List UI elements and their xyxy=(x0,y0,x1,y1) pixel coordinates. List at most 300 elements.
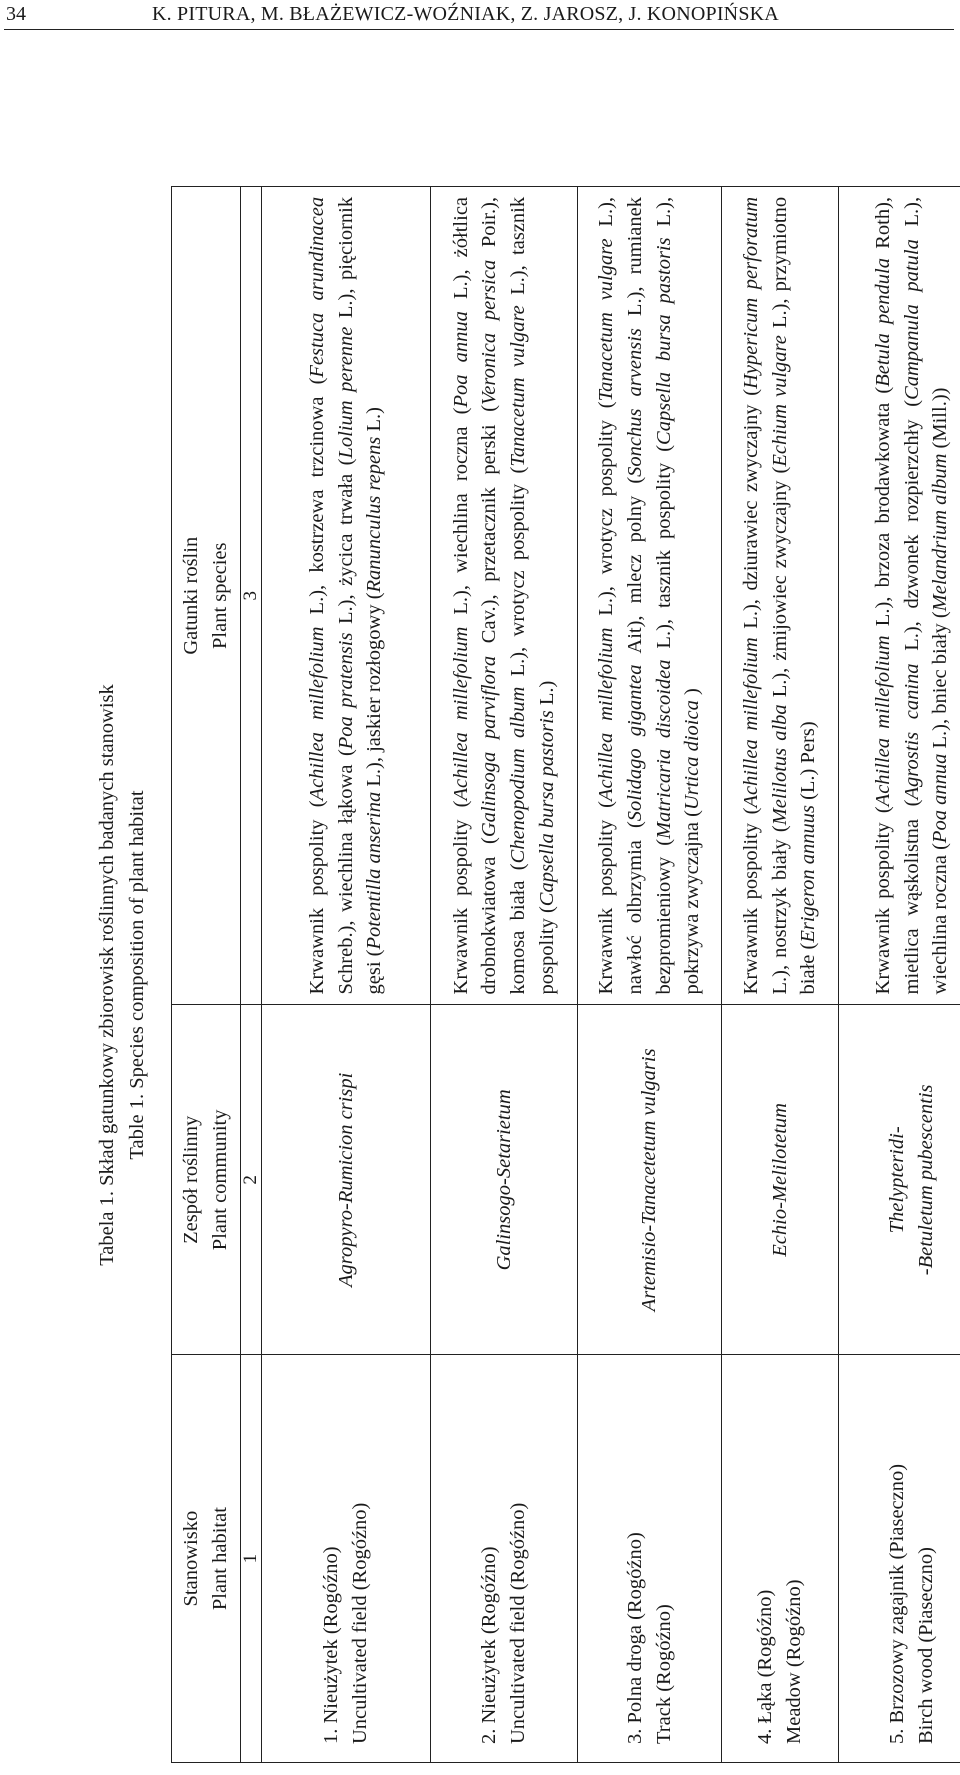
species-text-fragment: ( xyxy=(768,466,791,474)
species-text-fragment: pospolity xyxy=(652,462,675,540)
species-text-fragment xyxy=(929,714,951,719)
species-text-fragment: ) xyxy=(797,721,820,729)
latin-name-word: Achillea xyxy=(595,732,618,802)
species-text-fragment: , xyxy=(507,646,529,652)
species-text-fragment: , xyxy=(871,596,894,602)
species-text-fragment xyxy=(929,618,951,623)
species-text-fragment xyxy=(335,318,357,327)
species-text-fragment: ( xyxy=(871,806,894,814)
species-text-fragment: kostrzewa xyxy=(305,489,328,573)
species-text-fragment: mietlica xyxy=(900,928,923,995)
latin-name-word: millefolium xyxy=(449,626,472,721)
species-text-fragment: ) xyxy=(623,291,646,299)
species-text-fragment: , xyxy=(305,584,328,590)
column-number: 3 xyxy=(241,187,262,1005)
species-text-fragment: ( xyxy=(305,800,328,808)
species-text-fragment: , xyxy=(507,265,529,271)
habitat-pl: 1. Nieużytek (Rogóźno) xyxy=(320,1546,343,1744)
latin-name-word: millefolium xyxy=(871,635,894,729)
species-text-fragment: pospolity xyxy=(535,918,558,995)
species-text-fragment xyxy=(450,257,472,269)
species-text-fragment: , xyxy=(900,196,923,203)
species-text-fragment: L. xyxy=(652,208,675,227)
species-text-fragment xyxy=(901,292,923,305)
species-text-fragment: roczna xyxy=(929,855,952,910)
species-text-fragment: ( xyxy=(900,799,923,807)
species-text-fragment: , xyxy=(449,269,472,275)
species-text-fragment xyxy=(653,361,675,372)
species-text-fragment xyxy=(536,776,558,781)
species-text-fragment: ) xyxy=(652,202,675,209)
species-text-fragment: drobnokwiatowa xyxy=(478,856,501,995)
species-text-fragment xyxy=(624,396,646,408)
species-text-fragment: ( xyxy=(623,821,646,829)
latin-name-word: vulgare xyxy=(768,335,791,397)
species-text-fragment xyxy=(740,629,762,638)
species-text-fragment: , xyxy=(623,615,646,621)
latin-name-word: arvensis xyxy=(623,328,646,397)
species-text-fragment xyxy=(507,560,529,570)
community-cell: Echio-Melilotetum xyxy=(722,1005,839,1355)
latin-name-word: gigantea xyxy=(623,664,646,737)
species-text-fragment: ) xyxy=(449,274,472,282)
latin-name-word: pastoris xyxy=(535,710,558,777)
species-text-fragment: Mill. xyxy=(929,401,952,442)
species-text-fragment: L. xyxy=(363,768,386,787)
latin-name-word: Capsella xyxy=(652,372,675,445)
header-habitat-en: Plant habitat xyxy=(209,1507,231,1611)
species-text-fragment: L. xyxy=(652,630,675,649)
species-text-fragment: ) xyxy=(305,589,328,597)
latin-name-word: Tanacetum xyxy=(595,312,618,402)
species-text-fragment xyxy=(595,616,617,628)
table-row xyxy=(262,187,431,1763)
species-text-fragment: bezpromieniowy xyxy=(652,856,675,995)
species-text-fragment xyxy=(740,590,762,599)
species-text-fragment: ) xyxy=(478,599,501,607)
species-text-fragment: Ait xyxy=(623,627,646,654)
species-text-fragment xyxy=(769,832,791,839)
rotated-table-block xyxy=(96,175,960,1775)
species-text-fragment xyxy=(450,807,472,819)
species-text-fragment: L. xyxy=(739,611,762,629)
latin-name-word: patula xyxy=(900,239,923,292)
species-text-fragment xyxy=(653,608,675,619)
species-text-fragment: ) xyxy=(797,768,820,776)
species-text-fragment: brzoza xyxy=(871,532,894,588)
latin-name-word: Solidago xyxy=(623,748,646,822)
species-text-fragment: przetacznik xyxy=(478,487,501,582)
species-text-fragment: ) xyxy=(595,202,618,209)
latin-name-word: Achillea xyxy=(305,732,328,801)
species-text-fragment xyxy=(653,452,675,463)
species-text-fragment xyxy=(653,226,675,237)
latin-name-word: pastoris xyxy=(652,237,675,304)
species-text-fragment xyxy=(335,280,357,289)
species-text-fragment: L. xyxy=(449,596,472,615)
species-cell xyxy=(431,187,578,1005)
species-text-fragment xyxy=(872,524,894,533)
species-text-fragment: Poir. xyxy=(478,208,501,248)
column-number: 2 xyxy=(241,1005,262,1355)
species-text-fragment xyxy=(901,522,923,535)
species-text-fragment xyxy=(536,828,558,833)
species-text-fragment: pospolity xyxy=(739,823,762,900)
species-text-fragment: ) xyxy=(535,680,558,688)
species-text-fragment: L. xyxy=(363,413,386,432)
species-text-fragment: pospolity xyxy=(871,822,894,899)
community-cell xyxy=(839,1005,960,1355)
species-text-fragment: ) xyxy=(871,202,894,209)
species-text-fragment: L. xyxy=(507,658,529,677)
species-text-fragment: ) xyxy=(929,724,952,731)
species-text-fragment xyxy=(901,227,923,240)
species-text-fragment xyxy=(653,738,675,749)
species-text-fragment xyxy=(624,736,646,748)
species-text-fragment xyxy=(769,880,791,887)
species-text-fragment: Krwawnik xyxy=(871,907,894,995)
species-text-fragment: ) xyxy=(334,293,357,301)
habitat-pl: 2. Nieużytek (Rogóźno) xyxy=(478,1546,501,1744)
latin-name-word: Matricaria xyxy=(652,748,675,839)
species-text-fragment: ) xyxy=(595,591,618,599)
species-text-fragment xyxy=(624,828,646,840)
species-text-fragment: nawłoć xyxy=(623,935,646,995)
species-text-fragment xyxy=(901,916,923,929)
species-cell xyxy=(578,187,722,1005)
latin-name-word: Melandrium xyxy=(929,509,952,612)
species-text-fragment xyxy=(769,741,791,748)
species-text-fragment: ( xyxy=(507,863,529,871)
header-community xyxy=(172,1005,241,1355)
species-text-fragment: zwyczajna xyxy=(681,822,704,909)
header-species-en: Plant species xyxy=(209,542,231,649)
species-text-fragment xyxy=(507,920,529,930)
latin-name-word: annua xyxy=(929,753,952,805)
species-text-fragment: L. xyxy=(449,281,472,300)
species-text-fragment: życica xyxy=(334,533,357,586)
latin-name-word: Melilotus xyxy=(768,747,791,826)
latin-name-word: pratensis xyxy=(334,632,357,708)
species-text-fragment: wiechlina xyxy=(334,832,357,912)
species-text-fragment xyxy=(929,664,951,669)
header-community-en: Plant community xyxy=(209,1109,231,1251)
species-text-fragment xyxy=(929,850,951,855)
species-text-fragment: ) xyxy=(652,624,675,631)
species-text-fragment xyxy=(624,316,646,328)
latin-name-word: repens xyxy=(363,436,386,491)
species-text-fragment: ( xyxy=(681,810,704,817)
species-text-fragment: pospolity xyxy=(507,483,529,561)
species-text-fragment xyxy=(624,923,646,935)
species-text-fragment xyxy=(306,384,328,396)
species-text-fragment xyxy=(624,654,646,665)
species-text-fragment: , xyxy=(449,585,472,591)
species-text-fragment xyxy=(595,574,617,586)
species-text-fragment: ) xyxy=(768,672,791,680)
header-community-pl: Zespół roślinny xyxy=(180,1115,203,1244)
habitat-en: Uncultivated field (Rogóźno) xyxy=(349,1502,371,1744)
species-text-fragment xyxy=(769,328,791,335)
species-text-fragment: L. xyxy=(768,679,791,698)
species-text-fragment xyxy=(901,719,923,732)
species-text-fragment xyxy=(624,484,646,496)
species-text-fragment xyxy=(681,817,703,822)
column-number: 1 xyxy=(241,1355,262,1763)
species-text-fragment xyxy=(335,392,357,401)
species-text-fragment xyxy=(335,586,357,595)
latin-name-word: Hypericum xyxy=(739,297,762,389)
species-text-fragment xyxy=(595,496,617,508)
species-text-fragment xyxy=(872,813,894,822)
latin-name-word: persica xyxy=(478,259,501,321)
species-text-fragment: pięciornik xyxy=(334,196,357,280)
species-text-fragment: żmijowiec xyxy=(768,575,791,661)
table-row xyxy=(839,187,960,1763)
species-text-fragment: ) xyxy=(507,651,529,659)
species-text-fragment: olbrzymia xyxy=(623,840,646,924)
species-text-fragment xyxy=(901,609,923,622)
community-cell: Galinsogo-Setarietum xyxy=(431,1005,578,1355)
species-text-fragment xyxy=(306,807,328,819)
species-text-fragment xyxy=(478,844,500,857)
species-text-fragment: rozłogowy xyxy=(363,604,386,693)
species-text-fragment xyxy=(872,729,894,738)
species-text-fragment: biały xyxy=(929,623,952,665)
species-text-fragment xyxy=(536,913,558,918)
species-text-fragment xyxy=(797,800,819,805)
species-text-fragment: bniec xyxy=(929,669,952,714)
species-text-fragment xyxy=(306,614,328,626)
species-text-fragment: Pers xyxy=(797,728,820,764)
latin-name-word: arundinacea xyxy=(305,196,328,301)
latin-name-word: Urtica xyxy=(681,756,704,811)
species-text-fragment xyxy=(653,303,675,314)
species-text-fragment xyxy=(797,864,819,869)
species-text-fragment xyxy=(363,432,385,437)
header-habitat-pl: Stanowisko xyxy=(180,1510,203,1607)
community-cell: Agropyro-Rumicion crispi xyxy=(262,1005,431,1355)
species-text-fragment: roczna xyxy=(449,426,472,482)
species-text-fragment: ( xyxy=(363,949,386,957)
species-text-fragment: , xyxy=(768,964,791,970)
latin-name-word: Chenopodium xyxy=(507,748,529,864)
table-row xyxy=(578,187,722,1763)
latin-name-word: Poa xyxy=(449,374,472,408)
species-text-fragment xyxy=(872,899,894,908)
species-table xyxy=(171,186,960,1763)
species-text-fragment: ( xyxy=(929,843,952,850)
species-text-fragment: L. xyxy=(595,208,618,227)
species-text-fragment: , xyxy=(929,718,952,725)
latin-name-word: Betula xyxy=(871,333,894,387)
species-text-fragment xyxy=(335,708,357,717)
species-text-fragment xyxy=(740,492,762,501)
species-text-fragment: L. xyxy=(334,300,357,319)
species-text-fragment: tasznik xyxy=(507,196,529,255)
table-row xyxy=(722,187,839,1763)
species-text-fragment: L. xyxy=(900,633,923,651)
species-text-fragment: , xyxy=(768,298,791,304)
latin-name-word: Veronica xyxy=(478,332,501,405)
species-text-fragment: , xyxy=(768,667,791,673)
species-text-fragment xyxy=(681,695,703,700)
species-text-fragment xyxy=(450,896,472,908)
species-text-fragment: biały xyxy=(768,839,791,881)
habitat-cell xyxy=(578,1355,722,1763)
species-text-fragment xyxy=(929,805,951,810)
species-text-fragment: L. xyxy=(900,208,923,227)
habitat-pl: 3. Polna droga (Rogóźno) xyxy=(623,1532,646,1744)
header-species xyxy=(172,187,241,1005)
species-text-fragment xyxy=(507,473,529,483)
species-text-fragment: rumianek xyxy=(623,196,646,275)
species-text-fragment xyxy=(624,603,646,615)
species-text-fragment xyxy=(478,739,500,752)
species-text-fragment: , xyxy=(739,599,762,605)
species-text-fragment: ) xyxy=(478,202,501,209)
species-text-fragment xyxy=(653,539,675,550)
species-text-fragment xyxy=(363,599,385,604)
species-text-fragment xyxy=(507,636,529,646)
species-text-fragment: biała xyxy=(507,880,529,921)
species-text-fragment: L. xyxy=(797,775,820,794)
species-text-fragment: pospolity xyxy=(595,819,618,897)
page-number: 34 xyxy=(6,3,26,25)
species-text-fragment xyxy=(653,649,675,660)
species-text-fragment xyxy=(306,720,328,732)
species-text-fragment: tasznik xyxy=(652,549,675,609)
species-text-fragment: , xyxy=(363,757,386,763)
species-text-fragment: ( xyxy=(595,401,618,409)
species-text-fragment: ( xyxy=(363,592,386,600)
species-text-fragment: Krwawnik xyxy=(595,907,618,995)
species-text-fragment: białe xyxy=(797,954,820,995)
latin-name-word: pendula xyxy=(871,258,894,325)
species-text-fragment: Roth xyxy=(871,208,894,249)
species-text-fragment xyxy=(595,721,617,733)
latin-name-word: millefolium xyxy=(305,626,328,720)
species-text-fragment: , xyxy=(334,288,357,294)
species-cell xyxy=(722,187,839,1005)
latin-name-word: millefolium xyxy=(739,637,762,731)
species-text-fragment: Cav. xyxy=(478,606,501,644)
species-text-fragment: ) xyxy=(900,626,923,634)
habitat-pl: 4. Łąka (Rogóźno) xyxy=(754,1589,777,1744)
species-text-fragment: , xyxy=(623,286,646,292)
species-text-fragment: Krwawnik xyxy=(305,907,328,995)
species-text-fragment xyxy=(507,870,529,880)
species-text-fragment: , xyxy=(334,594,357,600)
species-text-fragment xyxy=(929,910,951,915)
species-text-fragment xyxy=(363,787,385,792)
species-text-fragment xyxy=(797,763,819,768)
species-text-fragment: ( xyxy=(478,837,501,844)
habitat-cell xyxy=(722,1355,839,1763)
latin-name-word: annua xyxy=(449,311,472,363)
species-text-fragment: ) xyxy=(334,599,357,607)
community-cell: Artemisio-Tanacetetum vulgaris xyxy=(578,1005,722,1355)
species-text-fragment: brodawkowata xyxy=(871,402,894,524)
species-text-fragment xyxy=(363,491,385,496)
species-text-fragment: ( xyxy=(739,807,762,815)
latin-name-word: Potentilla xyxy=(363,868,386,950)
species-text-fragment xyxy=(769,291,791,298)
species-text-fragment: ( xyxy=(797,942,820,950)
species-text-fragment xyxy=(740,899,762,908)
species-text-fragment xyxy=(901,407,923,420)
species-text-fragment: ( xyxy=(449,407,472,415)
species-text-fragment xyxy=(335,465,357,474)
species-text-fragment: ( xyxy=(334,749,357,757)
community-line: Thelypteridi- xyxy=(886,1126,909,1234)
species-text-fragment xyxy=(363,692,385,697)
latin-name-word: album xyxy=(929,453,952,505)
latin-name-word: parviflora xyxy=(478,655,501,740)
species-text-fragment: wiechlina xyxy=(929,914,952,995)
species-text-fragment xyxy=(769,474,791,481)
species-text-fragment xyxy=(335,824,357,833)
species-text-fragment: ) xyxy=(507,270,529,278)
latin-name-word: millefolium xyxy=(595,627,618,721)
header-habitat xyxy=(172,1355,241,1763)
species-text-fragment xyxy=(478,582,500,595)
species-text-fragment xyxy=(872,626,894,635)
species-text-fragment: , xyxy=(652,196,675,202)
species-text-fragment xyxy=(478,412,500,425)
species-text-fragment xyxy=(901,806,923,819)
species-text-fragment: L. xyxy=(768,976,791,995)
species-text-fragment xyxy=(595,408,617,420)
species-text-fragment: mlecz xyxy=(623,554,646,604)
latin-name-word: dioica xyxy=(681,700,704,752)
table-row xyxy=(431,187,578,1763)
species-text-fragment xyxy=(335,756,357,765)
species-text-fragment xyxy=(507,295,529,305)
species-text-fragment: jaskier xyxy=(363,697,386,752)
latin-name-word: Agrostis xyxy=(900,731,923,800)
species-text-fragment: wrotycz xyxy=(595,508,618,575)
species-text-fragment xyxy=(872,394,894,403)
species-text-fragment: perski xyxy=(478,424,501,475)
species-text-fragment xyxy=(624,274,646,286)
species-text-fragment xyxy=(363,864,385,869)
latin-name-word: Ranunculus xyxy=(363,495,386,593)
species-text-fragment xyxy=(740,814,762,823)
species-text-fragment: dziurawiec xyxy=(739,500,762,591)
species-text-fragment xyxy=(769,958,791,965)
species-text-fragment xyxy=(929,448,951,453)
species-text-fragment: , xyxy=(900,621,923,627)
species-text-fragment xyxy=(595,896,617,908)
species-text-fragment: ( xyxy=(623,476,646,484)
species-text-fragment xyxy=(872,324,894,333)
habitat-en: Uncultivated field (Rogóźno) xyxy=(507,1502,529,1744)
species-text-fragment xyxy=(901,651,923,664)
species-text-fragment: ( xyxy=(900,399,923,407)
species-text-fragment: ) xyxy=(929,387,952,395)
species-text-fragment: ( xyxy=(535,906,558,914)
latin-name-word: vulgare xyxy=(507,305,529,368)
species-text-fragment: ( xyxy=(871,386,894,394)
species-text-fragment xyxy=(681,751,703,756)
species-text-fragment xyxy=(450,573,472,585)
species-text-fragment: , xyxy=(595,586,618,592)
latin-name-word: Poa xyxy=(929,810,952,844)
species-text-fragment: wiechlina xyxy=(449,493,472,573)
habitat-cell xyxy=(839,1355,960,1763)
header-rule xyxy=(4,29,954,30)
